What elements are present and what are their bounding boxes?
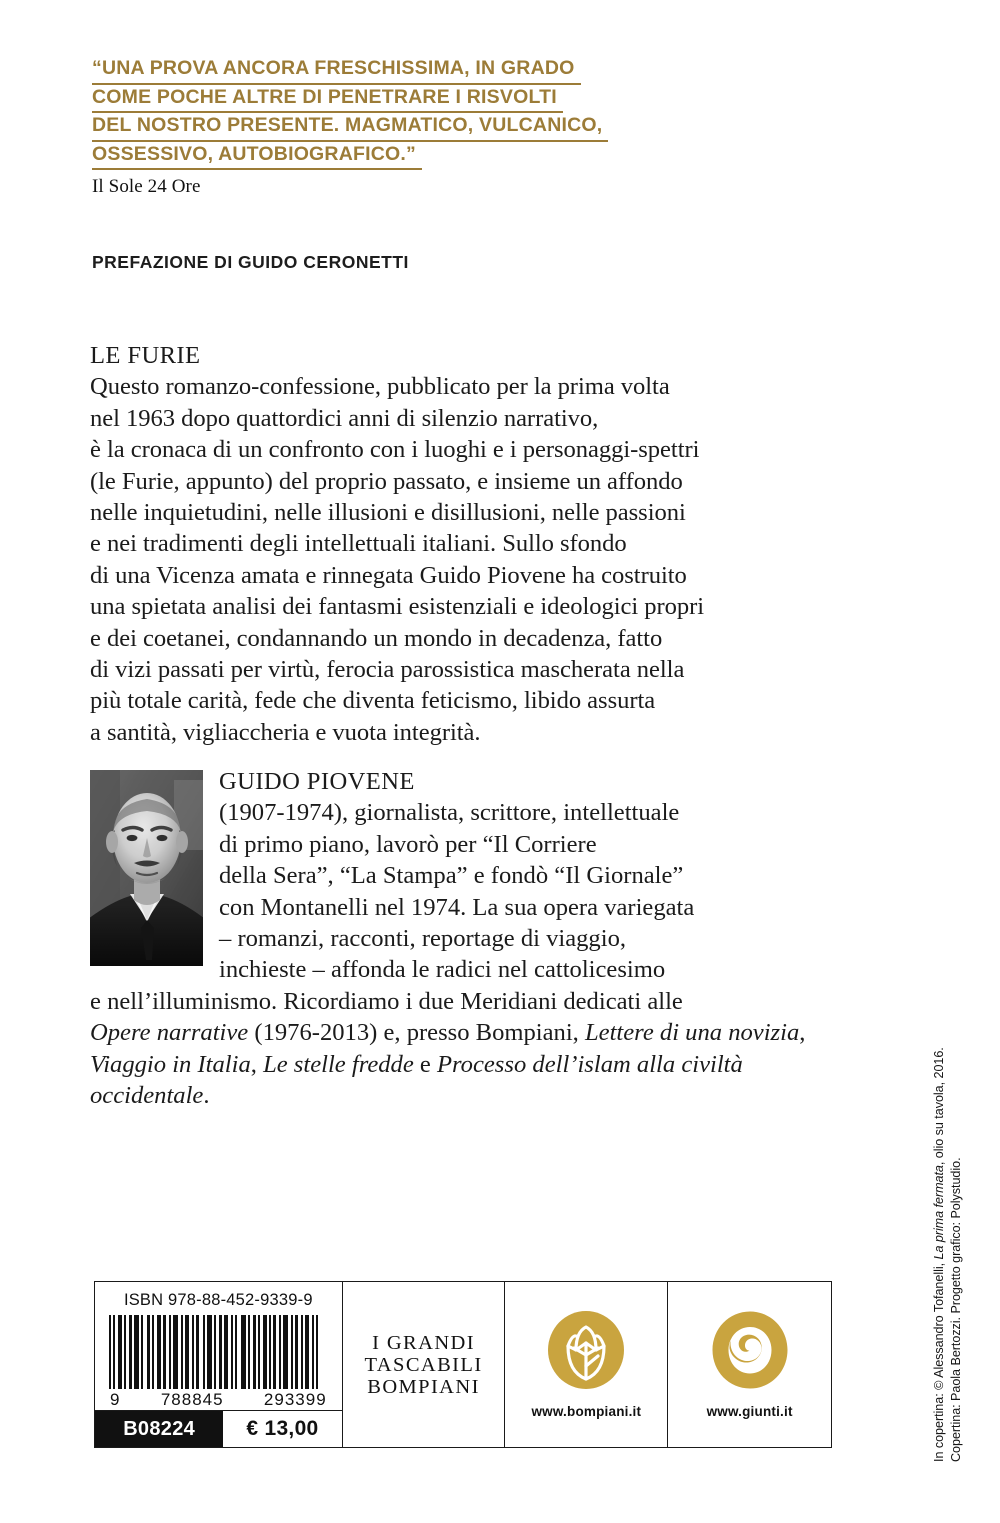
blurb-line: più totale carità, fede che diventa feticismo, libido assurta (90, 687, 656, 715)
artwork-title: La prima fermata (932, 1165, 946, 1260)
bio-line: di primo piano, lavorò per “Il Corriere (219, 830, 597, 858)
bio-line: della Sera”, “La Stampa” e fondò “Il Giornale” (219, 862, 684, 890)
credit-text: , olio su tavola, 2016. (932, 1047, 946, 1166)
bio-works-paragraph (90, 1019, 805, 1109)
group-logo-cell[interactable] (668, 1282, 831, 1447)
group-url[interactable]: www.giunti.it (706, 1404, 793, 1419)
blurb-line: è la cronaca di un confronto con i luoghi e i personaggi-spettri (90, 436, 700, 464)
blurb-title: LE FURIE (90, 342, 201, 369)
work-title: Opere narrative (90, 1019, 249, 1047)
bio-line: (1907-1974), giornalista, scrittore, intellettuale (219, 799, 680, 827)
work-title: dell’islam alla civiltà occidentale (90, 1050, 743, 1110)
bio-text: . (203, 1082, 210, 1110)
quote-line-4: OSSESSIVO, AUTOBIOGRAFICO.” (92, 142, 422, 171)
blurb-line: Questo romanzo-confessione, pubblicato per la prima volta (90, 373, 670, 401)
blurb-line: nelle inquietudini, nelle illusioni e disillusioni, nelle passioni (90, 499, 686, 527)
cover-credits-vertical (931, 942, 967, 1462)
bio-text: e (413, 1050, 437, 1078)
publisher-url[interactable]: www.bompiani.it (531, 1404, 642, 1419)
blurb-line: a santità, vigliaccheria e vuota integrità. (90, 718, 481, 746)
bio-line: – romanzi, racconti, reportage di viaggio, (219, 925, 627, 953)
quote-line-1: “UNA PROVA ANCORA FRESCHISSIMA, IN GRADO (92, 56, 581, 85)
book-blurb (90, 340, 850, 748)
bio-line: inchieste – affonda le radici nel cattolicesimo (219, 956, 666, 984)
barcode-cell (95, 1282, 343, 1447)
isbn-label: ISBN 978-88-452-9339-9 (123, 1291, 313, 1309)
work-title: Lettere (584, 1019, 654, 1047)
footer-panel (94, 1281, 832, 1448)
bio-text: , (250, 1050, 264, 1078)
press-quote (92, 56, 692, 198)
work-title: di una novizia (659, 1019, 800, 1047)
barcode-digit-check: 9 (110, 1390, 121, 1409)
giunti-spiral-icon (710, 1310, 790, 1390)
bio-text: , (799, 1019, 806, 1047)
work-title: Le stelle fredde (263, 1050, 414, 1078)
bio-text: (1976-2013) e, presso Bompiani, (248, 1019, 585, 1047)
author-name: GUIDO PIOVENE (219, 768, 415, 795)
cover-credit-line-2: Copertina: Paola Bertozzi. Progetto grafico: Polystudio. (948, 1157, 963, 1462)
internal-code: B08224 (95, 1411, 223, 1447)
bompiani-shield-icon (546, 1310, 626, 1390)
barcode-graphic (95, 1315, 342, 1410)
barcode-digits (109, 1390, 328, 1410)
publisher-logo-cell[interactable] (505, 1282, 668, 1447)
credit-text: In copertina: © Alessandro Tofanelli, (932, 1259, 946, 1462)
series-line-2: TASCABILI (364, 1353, 483, 1376)
quote-line-3: DEL NOSTRO PRESENTE. MAGMATICO, VULCANICO, (92, 113, 608, 142)
barcode-digit-group-1: 788845 (160, 1390, 224, 1409)
blurb-line: nel 1963 dopo quattordici anni di silenzio narrativo, (90, 404, 599, 432)
bio-line: e nell’illuminismo. Ricordiamo i due Meridiani dedicati alle (90, 987, 683, 1015)
blurb-line: di una Vicenza amata e rinnegata Guido Piovene ha costruito (90, 561, 687, 589)
barcode-digit-group-2: 293399 (263, 1390, 327, 1409)
work-title: Viaggio in Italia (90, 1050, 251, 1078)
series-line-3: BOMPIANI (367, 1375, 480, 1398)
quote-source: Il Sole 24 Ore (92, 176, 201, 198)
work-title: Processo (437, 1050, 527, 1078)
cover-price: € 13,00 (223, 1411, 341, 1447)
blurb-line: e dei coetanei, condannando un mondo in decadenza, fatto (90, 624, 663, 652)
blurb-line: di vizi passati per virtù, ferocia parossistica mascherata nella (90, 656, 685, 684)
price-row (95, 1410, 342, 1447)
series-cell (343, 1282, 506, 1447)
cover-credit-line-1 (931, 942, 948, 1462)
bio-line: con Montanelli nel 1974. La sua opera variegata (219, 893, 695, 921)
author-portrait (90, 770, 203, 966)
quote-line-2: COME POCHE ALTRE DI PENETRARE I RISVOLTI (92, 85, 563, 114)
author-bio (90, 766, 855, 1111)
barcode-bars (109, 1315, 328, 1389)
blurb-line: una spietata analisi dei fantasmi esistenziali e ideologici propri (90, 593, 705, 621)
series-name (365, 1332, 483, 1398)
blurb-line: e nei tradimenti degli intellettuali italiani. Sullo sfondo (90, 530, 627, 558)
series-line-1: I GRANDI (372, 1331, 475, 1354)
blurb-line: (le Furie, appunto) del proprio passato, e insieme un affondo (90, 467, 683, 495)
preface-credit: PREFAZIONE DI GUIDO CERONETTI (92, 252, 409, 272)
